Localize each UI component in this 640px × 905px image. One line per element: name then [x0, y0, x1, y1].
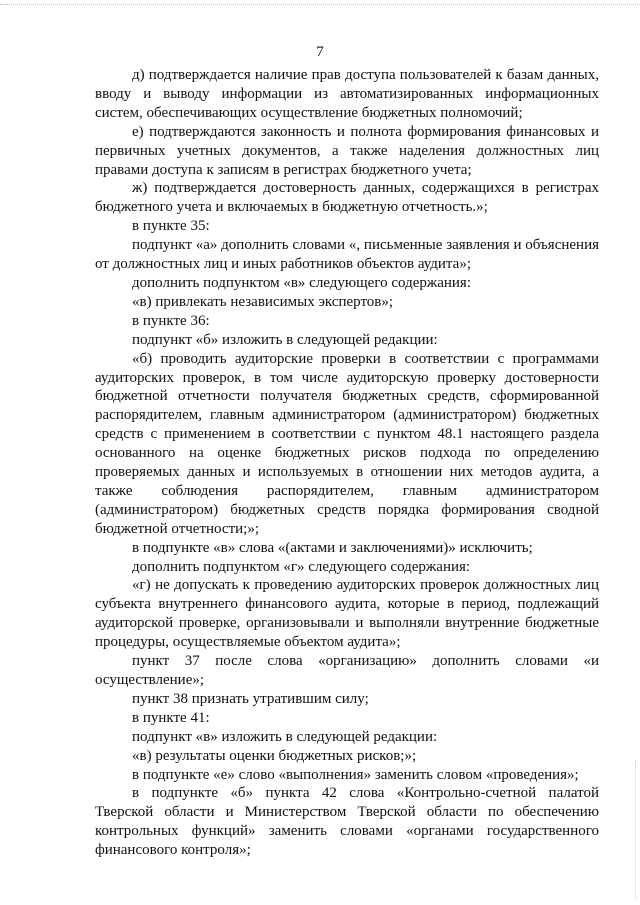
paragraph-subpoint-v-text: «в) привлекать независимых экспертов»;	[132, 293, 394, 310]
paragraph-subpoint-b-edit: подпункт «б» изложить в следующей редакции:	[132, 331, 438, 348]
paragraph-subpoint-e: в подпункте «е» слово «выполнения» заменить словом «проведения»;	[132, 766, 579, 783]
paragraph-subpoint-v-risks: «в) результаты оценки бюджетных рисков;»;	[132, 747, 417, 764]
document-body	[95, 66, 599, 860]
paragraph-subpoint-b-text: «б) проводить аудиторские проверки в соответствии с программами аудиторских проверок, в том числе аудиторскую проверку достоверности бюджетной отчетности получателя бюджетных средств, сформированной распорядителем, главным администратором (администратором) бюджетных средств с применением в соответствии с пунктом 48.1 настоящего раздела основанного на оценке бюджетных рисков подхода по определению проверяемых данных и используемых в отношении них методов аудита, а также соблюдения распорядителем, главным администратором (администратором) бюджетных средств порядка формирования сводной бюджетной отчетности;»;	[95, 350, 599, 537]
paragraph-point-35: в пункте 35:	[132, 218, 210, 235]
paragraph-subpoint-v-edit: подпункт «в» изложить в следующей редакции:	[132, 728, 438, 745]
page-number: 7	[316, 44, 324, 60]
scan-artifact-right	[635, 760, 636, 900]
paragraph-add-subpoint-v: дополнить подпунктом «в» следующего содержания:	[132, 274, 472, 291]
paragraph-point-37: пункт 37 после слова «организацию» дополнить словами «и осуществление»;	[95, 653, 599, 688]
paragraph-zh: ж) подтверждается достоверность данных, содержащихся в регистрах бюджетного учета и включаемых в бюджетную отчетность.»;	[95, 180, 599, 216]
paragraph-point-38: пункт 38 признать утратившим силу;	[132, 690, 369, 707]
paragraph-point-41: в пункте 41:	[132, 709, 210, 726]
paragraph-point-42: в подпункте «б» пункта 42 слова «Контрольно-счетной палатой Тверской области и Министерством Тверской области по обеспечению контрольных функций» заменить словами «органами государственного финансового контроля»;	[95, 785, 599, 859]
scan-artifact-top	[0, 4, 640, 5]
paragraph-point-36: в пункте 36:	[132, 312, 210, 329]
paragraph-d: д) подтверждается наличие прав доступа пользователей к базам данных, вводу и выводу информации из автоматизированных информационных систем, обеспечивающих осуществление бюджетных полномочий;	[95, 67, 599, 121]
paragraph-subpoint-g-text: «г) не допускать к проведению аудиторских проверок должностных лиц субъекта внутреннего финансового аудита, которые в период, подлежащий аудиторской проверке, организовывали и выполняли внутренние бюджетные процедуры, осуществляемые объектом аудита»;	[95, 577, 599, 651]
paragraph-subpoint-a: подпункт «а» дополнить словами «, письменные заявления и объяснения от должностных лиц и иных работников объектов аудита»;	[95, 237, 599, 273]
paragraph-subpoint-v-remove: в подпункте «в» слова «(актами и заключениями)» исключить;	[132, 539, 533, 556]
paragraph-add-subpoint-g: дополнить подпунктом «г» следующего содержания:	[132, 558, 471, 575]
paragraph-e: е) подтверждаются законность и полнота формирования финансовых и первичных учетных документов, а также наделения должностных лиц правами доступа к записям в регистрах бюджетного учета;	[95, 123, 599, 178]
